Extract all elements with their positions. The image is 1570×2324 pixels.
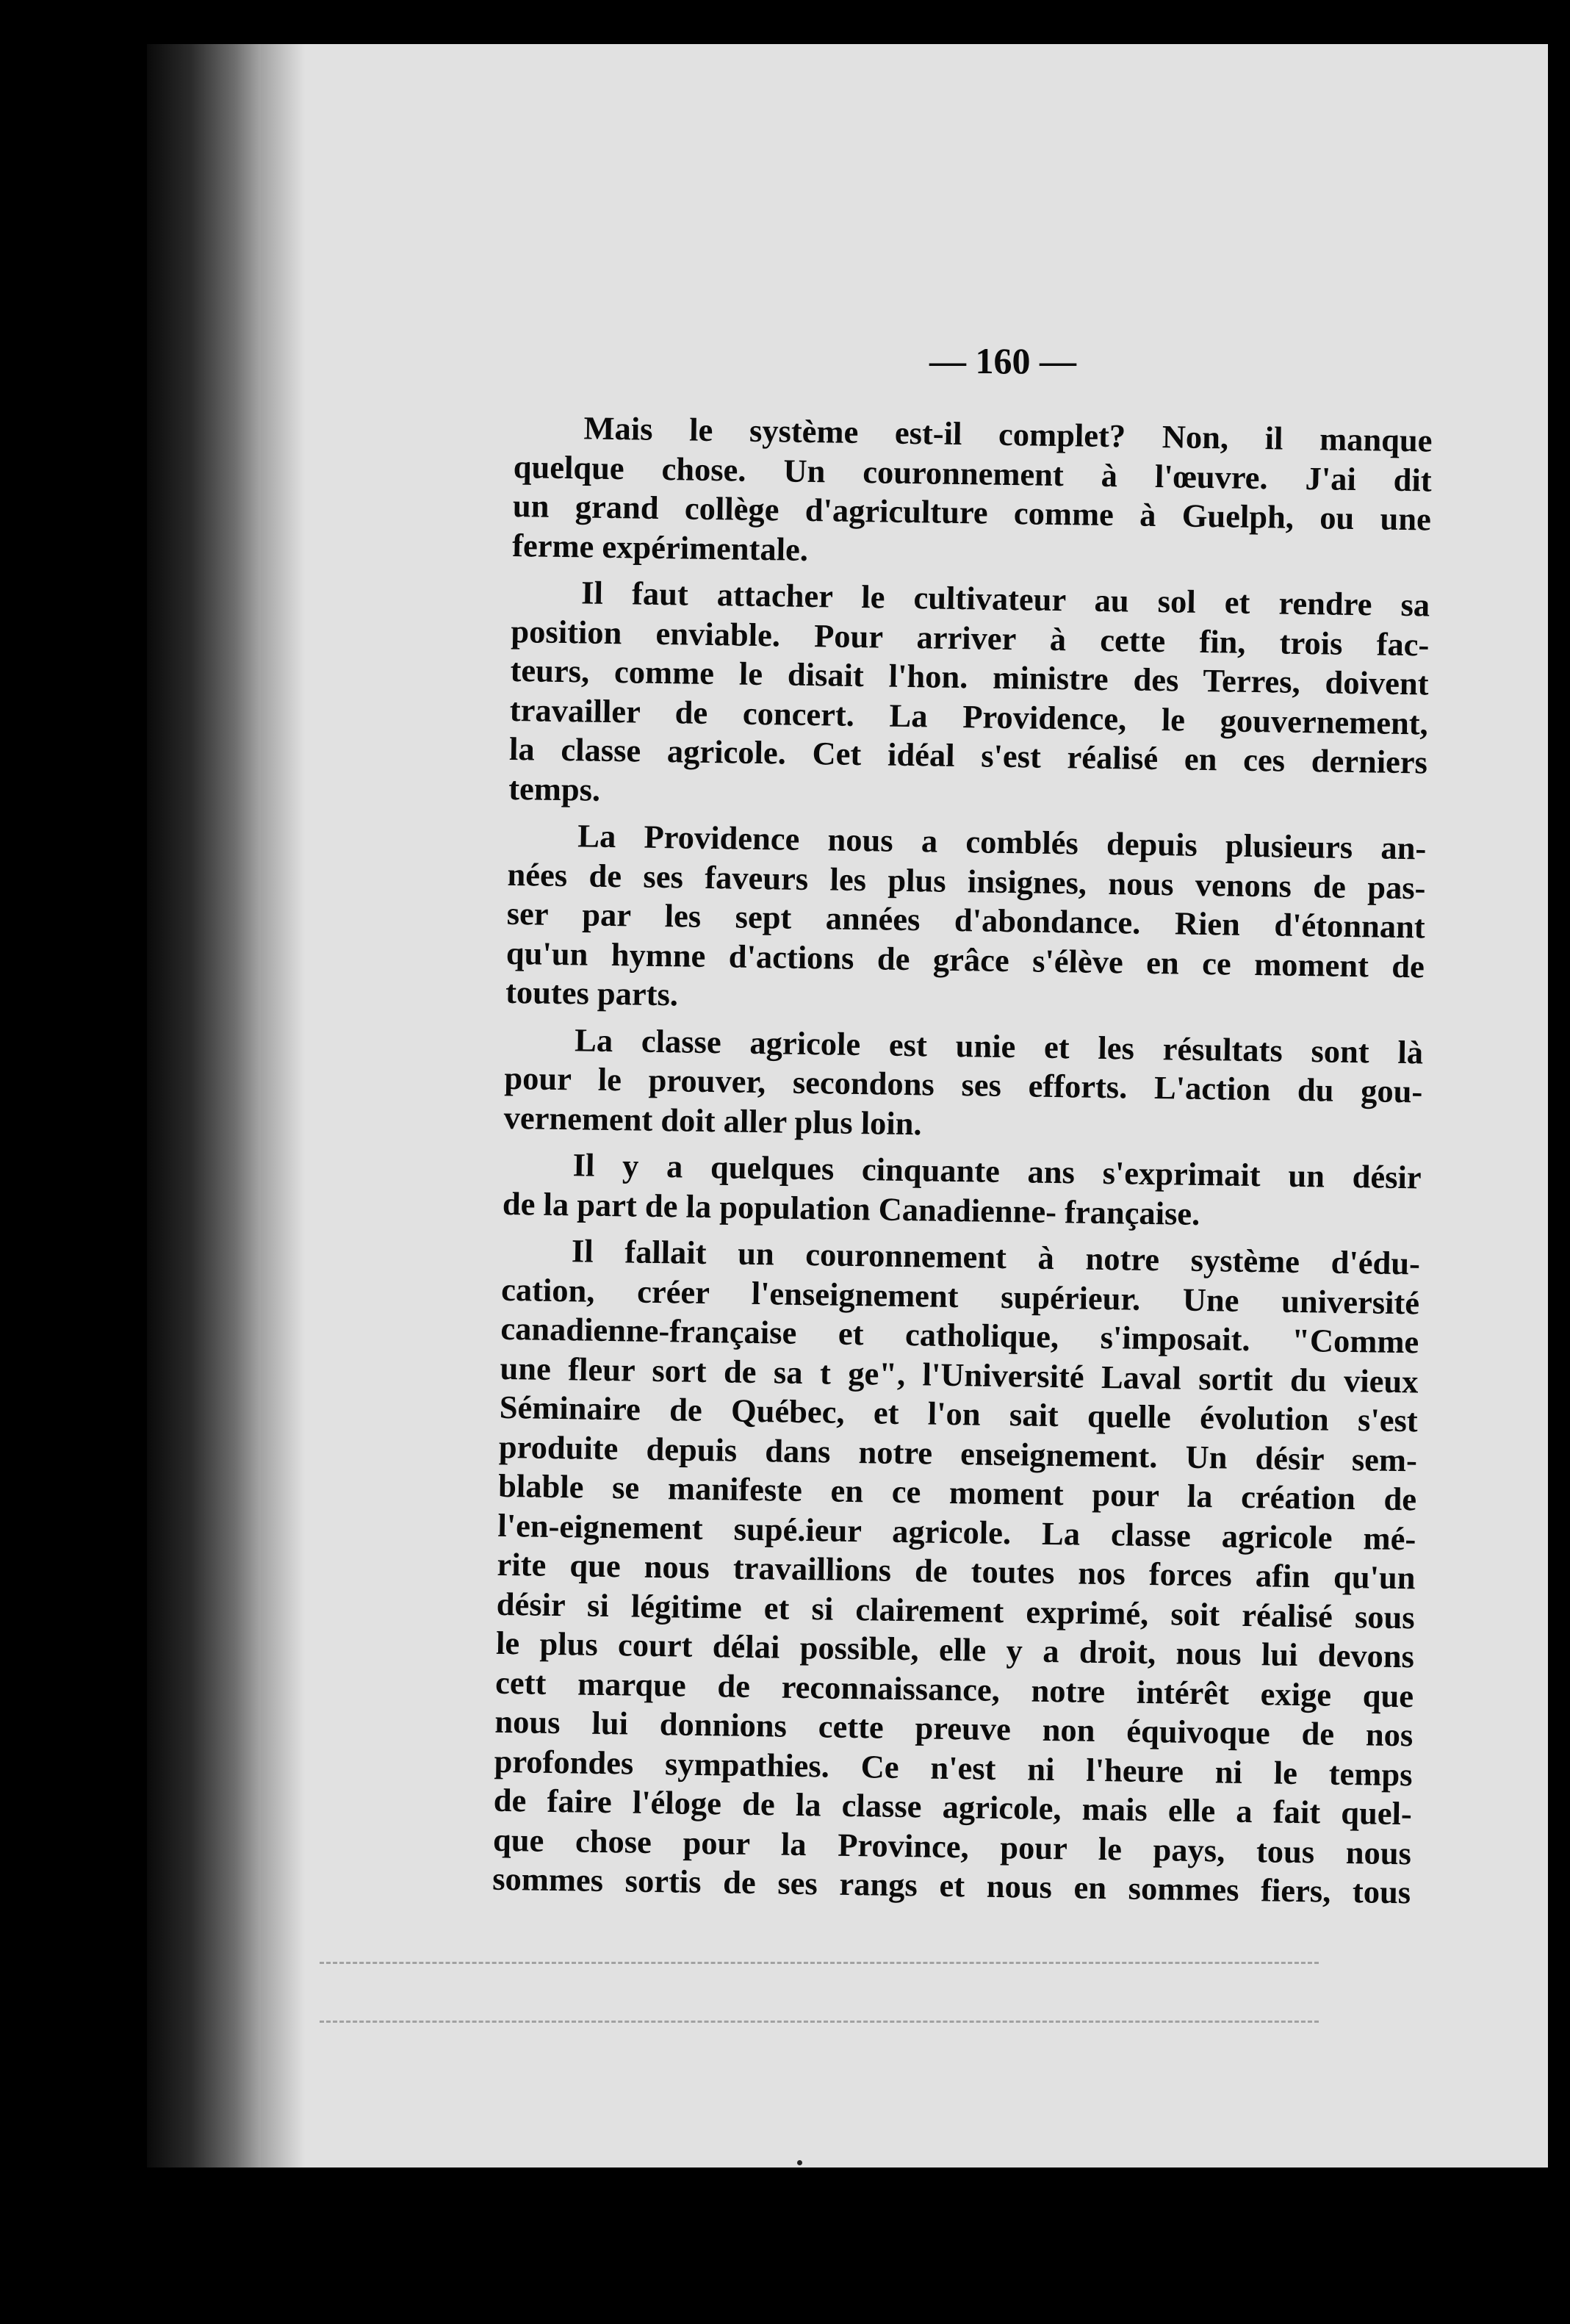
text-line: Il faut attacher le cultivateur au sol et rendre sa — [580, 574, 1430, 624]
text-line: teurs, comme le disait l'hon. ministre des Terres, doivent — [510, 651, 1429, 702]
paragraph — [508, 572, 1430, 822]
text-line: La Providence nous a comblés depuis plusieurs an- — [577, 817, 1427, 867]
paragraph — [503, 1019, 1423, 1151]
paragraph — [503, 1145, 1422, 1237]
scan-artifact-line — [320, 1962, 1319, 1964]
text-line: désir si légitime et si clairement exprimé, soit réalisé sous — [496, 1585, 1416, 1636]
body-text — [492, 408, 1433, 1920]
page-number: — 160 — — [929, 340, 1076, 381]
text-line: toutes parts. — [505, 973, 679, 1013]
text-line: un grand collège d'agriculture comme à Guelph, ou une — [512, 486, 1432, 538]
paragraph — [512, 408, 1433, 579]
text-line: quelque chose. Un couronnement à l'œuvre. J'ai dit — [513, 447, 1433, 499]
text-line: cation, créer l'enseignement supérieur. Une université — [500, 1270, 1420, 1321]
paragraph — [492, 1231, 1420, 1913]
text-line: sommes sortis de ses rangs et nous en sommes fiers, tous — [491, 1860, 1411, 1911]
text-line: de la part de la population Canadienne- française. — [502, 1184, 1200, 1232]
text-line: nous lui donnions cette preuve non équivoque de nos — [494, 1702, 1414, 1754]
text-line: nées de ses faveurs les plus insignes, nous venons de pas- — [507, 855, 1426, 906]
text-line: que chose pour la Province, pour le pays, tous nous — [492, 1821, 1412, 1871]
text-line: produite depuis dans notre enseignement. Un désir sem- — [498, 1428, 1418, 1478]
text-line: travailler de concert. La Providence, le gouvernement, — [509, 691, 1429, 741]
text-line: ferme expérimentale. — [511, 526, 809, 568]
text-line: rite que nous travaillions de toutes nos forces afin qu'un — [497, 1545, 1416, 1597]
page-gutter-shadow — [261, 44, 305, 2167]
text-line: temps. — [508, 769, 601, 808]
text-line: La classe agricole est unie et les résultats sont là — [574, 1021, 1424, 1071]
text-line: blable se manifeste en ce moment pour la création de — [497, 1467, 1417, 1518]
text-line: Il fallait un couronnement à notre système d'édu- — [571, 1232, 1421, 1282]
text-line: canadienne-française et catholique, s'imposait. "Comme — [500, 1309, 1419, 1361]
text-line: le plus court délai possible, elle y a droit, nous lui devons — [495, 1624, 1415, 1675]
text-line: profondes sympathies. Ce n'est ni l'heure ni le temps — [494, 1742, 1413, 1793]
text-line: Séminaire de Québec, et l'on sait quelle évolution s'est — [499, 1388, 1419, 1439]
text-line: la classe agricole. Cet idéal s'est réalisé en ces derniers — [508, 730, 1428, 781]
scan-artifact-line — [320, 2021, 1319, 2023]
text-line: de faire l'éloge de la classe agricole, mais elle a fait quel- — [493, 1781, 1413, 1832]
paragraph — [505, 816, 1427, 1026]
text-line: vernement doit aller plus loin. — [503, 1098, 923, 1142]
text-line: cett marque de reconnaissance, notre intérêt exige que — [494, 1663, 1414, 1714]
page-binding-edge — [147, 44, 272, 2167]
text-line: ser par les sept années d'abondance. Rien d'étonnant — [506, 894, 1426, 946]
text-line: l'en-eignement supé.ieur agricole. La classe agricole mé- — [497, 1506, 1416, 1557]
text-line: pour le prouver, secondons ses efforts. L'action du gou- — [504, 1059, 1423, 1110]
text-line: position enviable. Pour arriver à cette fin, trois fac- — [511, 612, 1430, 663]
text-line: Mais le système est-il complet? Non, il manque — [583, 409, 1433, 459]
scan-speck — [797, 2160, 802, 2165]
text-line: qu'un hymne d'actions de grâce s'élève en ce moment de — [505, 934, 1425, 985]
text-line: Il y a quelques cinquante ans s'exprimait un désir — [572, 1146, 1422, 1196]
text-line: une fleur sort de sa t ge", l'Université Laval sortit du vieux — [500, 1349, 1419, 1400]
